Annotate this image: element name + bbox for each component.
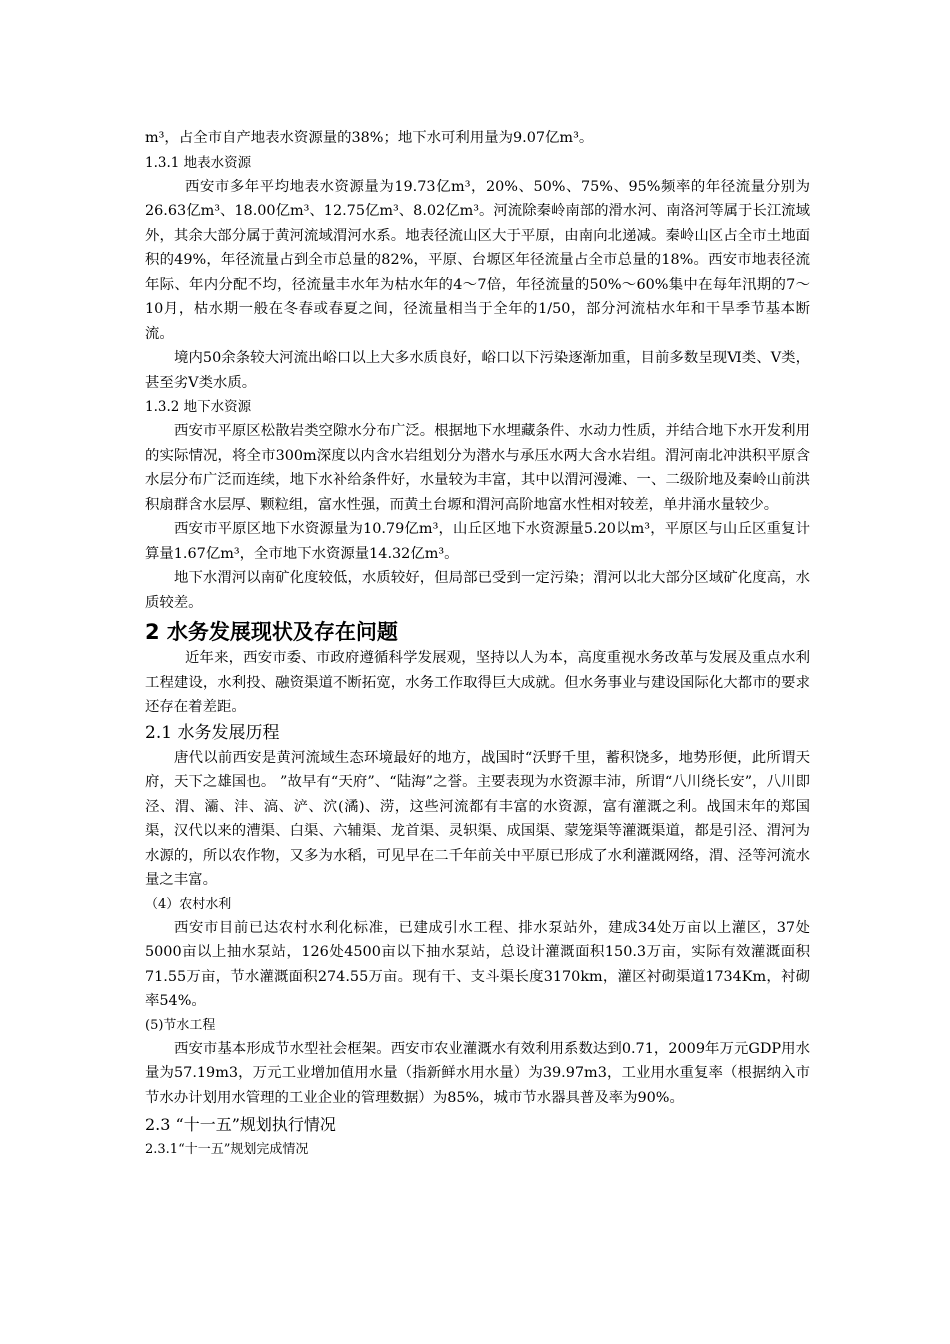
paragraph-rural-water: 西安市目前已达农村水利化标准，已建成引水工程、排水泵站外，建成34处万亩以上灌区，37处5000亩以上抽水泵站，126处4500亩以下抽水泵站，总设计灌溉面积150.3万亩，实际有效灌溉面积71.55万亩，节水灌溉面积274.55万亩。现有干、支斗渠长度3170km，灌区衬砌渠道1734Km，衬砌率54%。 bbox=[145, 919, 810, 1009]
heading-2-3-1: 2.3.1“十一五”规划完成情况 bbox=[145, 1142, 309, 1157]
paragraph-water-quality: 境内50余条较大河流出峪口以上大多水质良好，峪口以下污染逐渐加重，目前多数呈现Ⅵ类、Ⅴ类，甚至劣Ⅴ类水质。 bbox=[145, 350, 810, 391]
document-body bbox=[145, 126, 810, 1161]
heading-rural-water: （4）农村水利 bbox=[145, 896, 232, 912]
paragraph-surface-water: 西安市多年平均地表水资源量为19.73亿m³，20%、50%、75%、95%频率的年径流量分别为26.63亿m³、18.00亿m³、12.75亿m³、8.02亿m³。河流除秦岭南部的滑水河、南洛河等属于长江流域外，其余大部分属于黄河流域渭河水系。地表径流山区大于平原，由南向北递减。秦岭山区占全市土地面积的49%，年径流量占到全市总量的82%，平原、台塬区年径流量占全市总量的18%。西安市地表径流年际、年内分配不均，径流量丰水年为枯水年的4～7倍，年径流量的50%～60%集中在每年汛期的7～10月，枯水期一般在冬春或春夏之间，径流量相当于全年的1/50，部分河流枯水年和干旱季节基本断流。 bbox=[145, 178, 811, 342]
paragraph-groundwater-amount: 西安市平原区地下水资源量为10.79亿m³，山丘区地下水资源量5.20以m³，平原区与山丘区重复计算量1.67亿m³，全市地下水资源量14.32亿m³。 bbox=[145, 521, 810, 562]
heading-1-3-1: 1.3.1 地表水资源 bbox=[145, 154, 252, 171]
paragraph-history: 唐代以前西安是黄河流域生态环境最好的地方，战国时“沃野千里，蓄积饶多，地势形便，此所谓天府，天下之雄国也。 ”故早有“天府”、“陆海”之誉。主要表现为水资源丰沛，所谓“八川绕长安”，八川即泾、渭、灞、沣、滈、浐、泬(潏)、涝，这些河流都有丰富的水资源，富有灌溉之利。战国末年的郑国渠，汉代以来的漕渠、白渠、六辅渠、龙首渠、灵轵渠、成国渠、蒙笼渠等灌溉渠道，都是引泾、渭河为水源的，所以农作物，又多为水稻，可见早在二千年前关中平原已形成了水利灌溉网络，渭、泾等河流水量之丰富。 bbox=[145, 749, 810, 888]
paragraph-continuation: m³，占全市自产地表水资源量的38%；地下水可利用量为9.07亿m³。 bbox=[145, 130, 594, 146]
heading-1-3-2: 1.3.2 地下水资源 bbox=[145, 399, 252, 415]
heading-2-1: 2.1 水务发展历程 bbox=[145, 722, 280, 743]
paragraph-intro-section-2: 近年来，西安市委、市政府遵循科学发展观，坚持以人为本，高度重视水务改革与发展及重点水利工程建设，水利投、融资渠道不断拓宽，水务工作取得巨大成就。但水务事业与建设国际化大都市的要求还存在着差距。 bbox=[145, 650, 810, 715]
paragraph-water-saving: 西安市基本形成节水型社会框架。西安市农业灌溉水有效利用系数达到0.71，2009年万元GDP用水量为57.19m3，万元工业增加值用水量（指新鲜水用水量）为39.97m3，工业用水重复率（根据纳入市节水办计划用水管理的工业企业的管理数据）为85%，城市节水器具普及率为90%。 bbox=[145, 1040, 810, 1106]
heading-2-3: 2.3 “十一五”规划执行情况 bbox=[145, 1115, 336, 1134]
heading-section-2: 2 水务发展现状及存在问题 bbox=[145, 620, 398, 644]
heading-water-saving: (5)节水工程 bbox=[145, 1017, 216, 1033]
paragraph-groundwater: 西安市平原区松散岩类空隙水分布广泛。根据地下水埋藏条件、水动力性质，并结合地下水开发利用的实际情况，将全市300m深度以内含水岩组划分为潜水与承压水两大含水岩组。渭河南北冲洪积平原含水层分布广泛而连续，地下水补给条件好，水量较为丰富，其中以渭河漫滩、一、二级阶地及秦岭山前洪积扇群含水层厚、颗粒组，富水性强，而黄土台塬和渭河高阶地富水性相对较差，单井涌水量较少。 bbox=[145, 423, 810, 513]
paragraph-groundwater-quality: 地下水渭河以南矿化度较低，水质较好，但局部已受到一定污染；渭河以北大部分区域矿化度高，水质较差。 bbox=[145, 570, 810, 611]
